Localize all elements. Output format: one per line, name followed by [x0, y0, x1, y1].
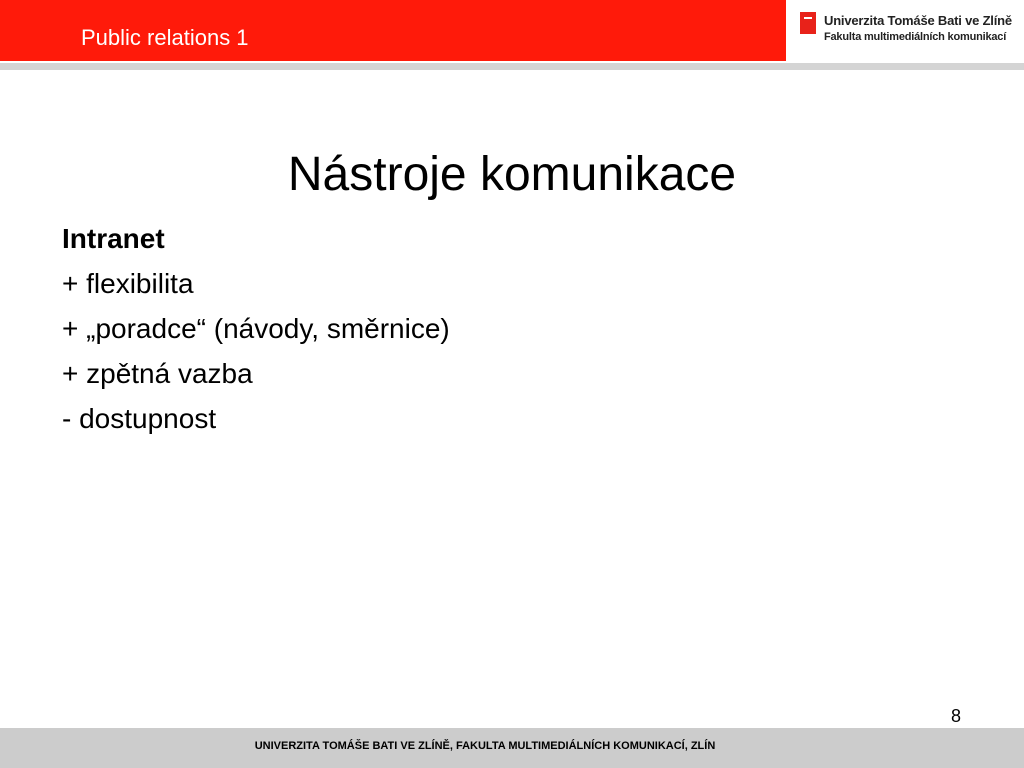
footer-bar: [0, 728, 1024, 768]
course-title: Public relations 1: [81, 25, 249, 50]
list-item: + „poradce“ (návody, směrnice): [62, 313, 450, 344]
content-heading: Intranet: [62, 223, 165, 254]
footer-text: UNIVERZITA TOMÁŠE BATI VE ZLÍNĚ, FAKULTA MULTIMEDIÁLNÍCH KOMUNIKACÍ, ZLÍN: [254, 740, 716, 752]
list-item: + flexibilita: [62, 268, 194, 299]
page-number: 8: [951, 706, 962, 726]
slide-content: [62, 216, 962, 441]
logo-university-name: Univerzita Tomáše Bati ve Zlíně: [824, 13, 1012, 28]
university-logo: [800, 12, 1010, 48]
list-item: + zpětná vazba: [62, 358, 253, 389]
slide-title: Nástroje komunikace: [287, 148, 737, 201]
logo-faculty-name: Fakulta multimediálních komunikací: [824, 31, 1007, 43]
header-bar: [0, 0, 786, 61]
university-emblem-icon: [800, 12, 816, 34]
header-divider: [0, 63, 1024, 70]
list-item: - dostupnost: [62, 403, 217, 434]
